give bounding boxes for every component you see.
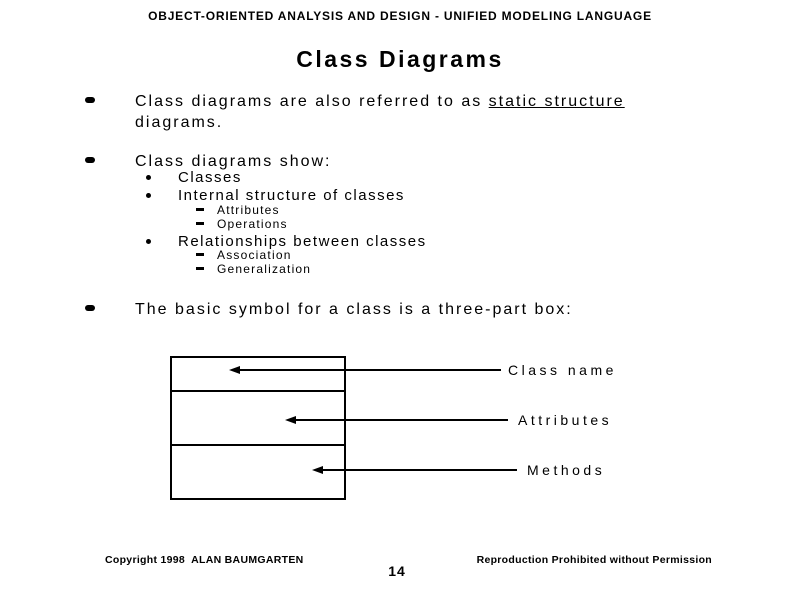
bullet-text-pre: Class diagrams are also referred to as xyxy=(135,93,489,110)
sub-item-label: Attributes xyxy=(217,203,280,217)
sub-item-attributes xyxy=(196,203,280,217)
dot-bullet-icon xyxy=(146,193,151,198)
bullet-icon xyxy=(85,97,95,103)
dash-bullet-icon xyxy=(196,267,204,270)
dash-bullet-icon xyxy=(196,208,204,211)
sub-item-label: Association xyxy=(217,248,292,262)
rights-notice: Reproduction Prohibited without Permission xyxy=(476,554,712,566)
bullet-text: The basic symbol for a class is a three-part box: xyxy=(135,301,573,318)
list-item-label: Classes xyxy=(178,169,242,186)
list-item-label: Relationships between classes xyxy=(178,233,427,250)
underlined-term: static structure xyxy=(488,93,625,110)
sub-item-generalization xyxy=(196,262,311,276)
list-item-label: Internal structure of classes xyxy=(178,187,405,204)
sub-item-label: Operations xyxy=(217,217,288,231)
bullet-icon xyxy=(85,305,95,311)
dash-bullet-icon xyxy=(196,253,204,256)
callout-line xyxy=(295,419,508,421)
list-item-classes xyxy=(146,169,242,187)
bullet-text: Class diagrams show: xyxy=(135,153,332,170)
sub-item-operations xyxy=(196,217,288,231)
sub-item-label: Generalization xyxy=(217,262,312,276)
course-header: OBJECT-ORIENTED ANALYSIS AND DESIGN - UNIFIED MODELING LANGUAGE xyxy=(148,9,652,23)
page-number: 14 xyxy=(388,563,406,579)
bullet-icon xyxy=(85,157,95,163)
callout-line xyxy=(239,369,501,371)
callout-attributes: Attributes xyxy=(518,412,613,428)
bullet-item-static-structure xyxy=(85,91,625,133)
callout-class-name: Class name xyxy=(508,362,617,378)
callout-line xyxy=(322,469,517,471)
copyright-notice: Copyright 1998 ALAN BAUMGARTEN xyxy=(105,554,304,566)
class-box-divider xyxy=(172,444,344,446)
bullet-text xyxy=(135,91,625,133)
page-title: Class Diagrams xyxy=(296,46,504,72)
class-box-diagram xyxy=(170,356,346,500)
sub-item-association xyxy=(196,248,292,262)
bullet-item-three-part-box xyxy=(85,299,573,320)
class-box-divider xyxy=(172,390,344,392)
dash-bullet-icon xyxy=(196,222,204,225)
callout-methods: Methods xyxy=(527,462,606,478)
dot-bullet-icon xyxy=(146,239,151,244)
bullet-text-line2: diagrams. xyxy=(135,114,224,131)
dot-bullet-icon xyxy=(146,175,151,180)
